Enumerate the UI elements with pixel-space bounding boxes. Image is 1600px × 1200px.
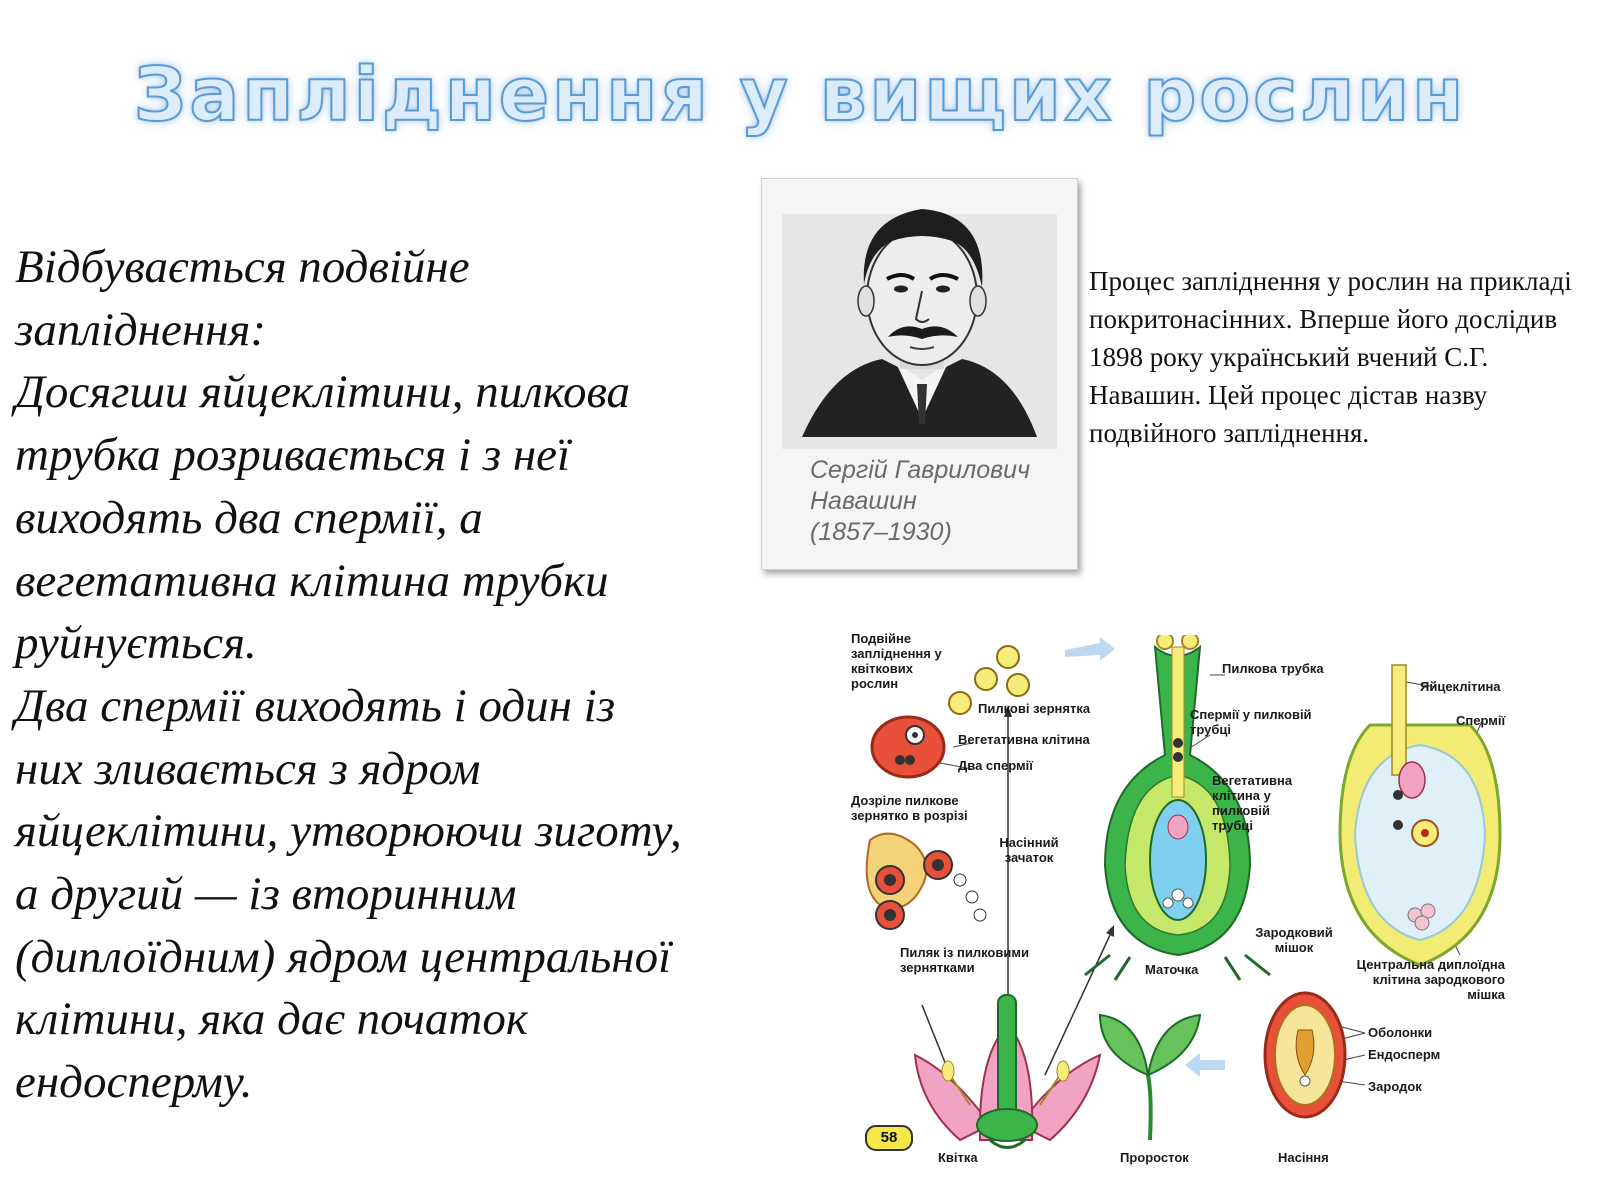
body-line: клітини, яка дає початок bbox=[15, 993, 528, 1046]
label-pistil: Маточка bbox=[1145, 962, 1199, 977]
label-seedling: Проросток bbox=[1120, 1150, 1189, 1165]
label-two-sperms: Два спермії bbox=[958, 758, 1033, 773]
label-anther: Пиляк із пилковими зернятками bbox=[900, 945, 1029, 975]
body-line: запліднення: bbox=[15, 303, 266, 356]
label-embryo-sac: Зародковий мішок bbox=[1255, 925, 1333, 955]
page-number-badge: 58 bbox=[865, 1125, 913, 1151]
label-sperms: Спермії bbox=[1456, 713, 1506, 728]
portrait-surname: Навашин bbox=[810, 487, 917, 515]
portrait-card bbox=[761, 178, 1078, 570]
label-pollen-grains: Пилкові зернятка bbox=[978, 701, 1091, 716]
label-pollen-tube: Пилкова трубка bbox=[1222, 661, 1324, 676]
body-line: ендосперму. bbox=[15, 1056, 253, 1109]
body-line: руйнується. bbox=[15, 617, 257, 670]
label-shells: Оболонки bbox=[1368, 1025, 1433, 1040]
label-mature-pollen: Дозріле пилкове зернятко в розрізі bbox=[851, 793, 968, 823]
portrait-name: Сергій Гаврилович bbox=[810, 456, 1031, 484]
portrait-drawing bbox=[762, 179, 1077, 459]
slide-title: Запліднення у вищих рослин bbox=[133, 52, 1467, 138]
label-flower: Квітка bbox=[938, 1150, 978, 1165]
body-line: виходять два спермії, а bbox=[15, 491, 483, 544]
fertilization-diagram bbox=[851, 631, 1580, 1170]
diagram-heading: Подвійне запліднення у квіткових рослин bbox=[851, 631, 942, 691]
label-endosperm: Ендосперм bbox=[1368, 1047, 1441, 1062]
label-embryo: Зародок bbox=[1368, 1079, 1422, 1094]
body-line: яйцеклітини, утворюючи зиготу, bbox=[15, 805, 682, 858]
label-central-cell: Центральна диплоїдна клітина зародкового мішка bbox=[1356, 957, 1505, 1002]
body-text bbox=[15, 236, 795, 1114]
body-line: Досягши яйцеклітини, пилкова bbox=[15, 366, 631, 419]
body-line: трубка розривається і з неї bbox=[15, 429, 571, 482]
label-vegetative-cell-in-tube: Вегетативна клітина у пилковій трубці bbox=[1212, 773, 1293, 833]
body-line: вегетативна клітина трубки bbox=[15, 554, 609, 607]
body-line: Відбувається подвійне bbox=[15, 241, 470, 293]
label-vegetative-cell: Вегетативна клітина bbox=[958, 732, 1090, 747]
portrait-years: (1857–1930) bbox=[810, 518, 952, 546]
body-line: них зливається з ядром bbox=[15, 742, 481, 795]
body-line: (диплоїдним) ядром центральної bbox=[15, 930, 672, 983]
body-line: Два спермії виходять і один із bbox=[15, 679, 616, 732]
portrait-caption bbox=[810, 455, 1072, 548]
label-seed: Насіння bbox=[1278, 1150, 1329, 1165]
side-note: Процес запліднення у рослин на прикладі покритонасінних. Вперше його дослідив 1898 року український вчений С.Г. Навашин. Цей процес дістав назву подвійного запліднення. bbox=[1089, 266, 1572, 448]
label-egg-cell: Яйцеклітина bbox=[1420, 679, 1501, 694]
label-ovule: Насінний зачаток bbox=[999, 835, 1059, 865]
label-sperms-in-tube: Спермії у пилковій трубці bbox=[1190, 707, 1312, 737]
body-line: а другий — із вторинним bbox=[15, 868, 517, 921]
